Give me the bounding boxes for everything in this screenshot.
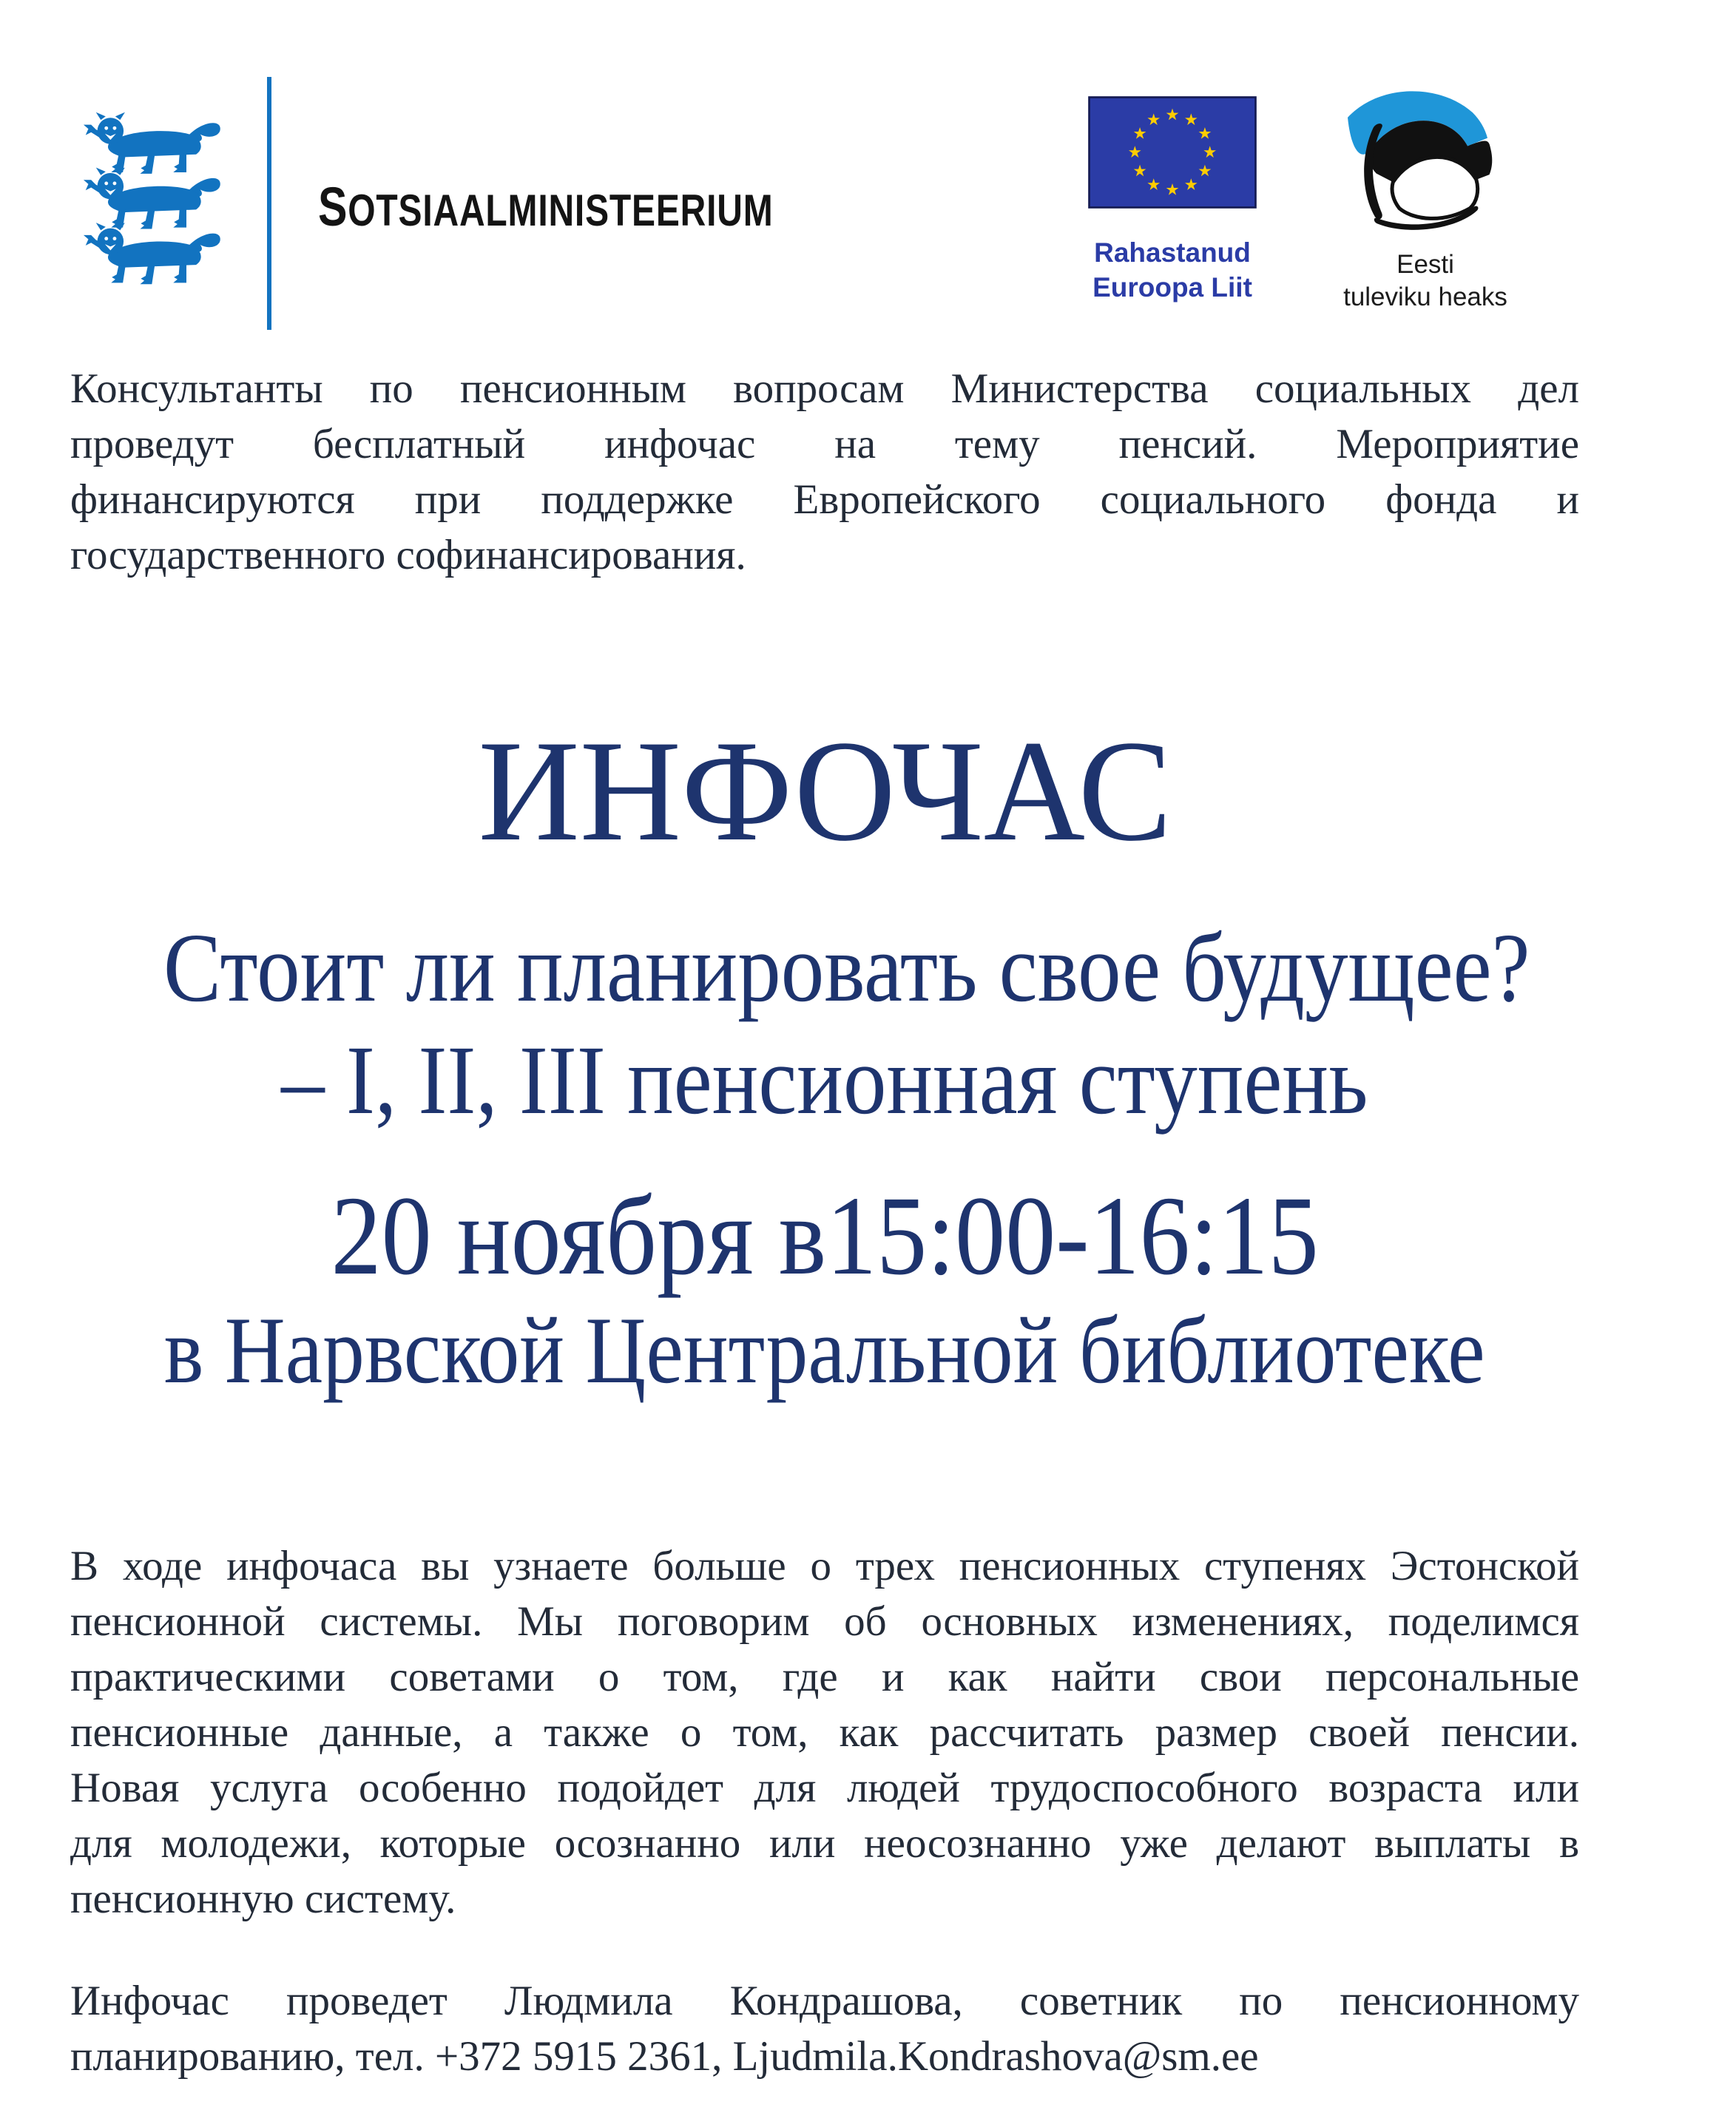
header-divider bbox=[267, 77, 271, 330]
intro-line: Консультанты по пенсионным вопросам Министерства социальных дел bbox=[70, 365, 1579, 412]
estonia-swoosh-icon bbox=[1332, 77, 1519, 243]
intro-line: финансируются при поддержке Европейского социального фонда и bbox=[70, 476, 1579, 523]
event-location: в Нарвской Центральной библиотеке bbox=[164, 1297, 1485, 1403]
eu-caption-line1: Rahastanud bbox=[1094, 237, 1251, 268]
contact-paragraph bbox=[70, 1973, 1579, 2084]
contact-line: планированию, тел. +372 5915 2361, Ljudmila.Kondrashova@sm.ee bbox=[70, 2033, 1259, 2080]
eesti-caption bbox=[1318, 248, 1533, 314]
body-line: практическими советами о том, где и как найти свои персональные bbox=[70, 1654, 1579, 1700]
eesti-caption-line1: Eesti bbox=[1396, 250, 1454, 279]
eu-caption bbox=[1081, 235, 1263, 305]
intro-line: проведут бесплатный инфочас на тему пенсий. Мероприятие bbox=[70, 421, 1579, 467]
intro-line: государственного софинансирования. bbox=[70, 532, 746, 578]
event-subtitle bbox=[70, 911, 1579, 1136]
event-title: ИНФОЧАС bbox=[478, 711, 1172, 871]
contact-line: Инфочас проведет Людмила Кондрашова, советник по пенсионному bbox=[70, 1978, 1579, 2024]
body-line: Новая услуга особенно подойдет для людей трудоспособного возраста или bbox=[70, 1765, 1579, 1811]
event-subtitle-line2: – I, II, III пенсионная ступень bbox=[281, 1025, 1368, 1135]
event-datetime: 20 ноября в15:00-16:15 bbox=[331, 1174, 1319, 1299]
ministry-name: SOTSIAALMINISTEERIUM bbox=[318, 176, 774, 237]
body-line: пенсионной системы. Мы поговорим об основных изменениях, поделимся bbox=[70, 1598, 1579, 1645]
eu-flag-icon bbox=[1088, 90, 1257, 214]
eu-caption-line2: Euroopa Liit bbox=[1092, 272, 1252, 302]
body-line: пенсионные данные, а также о том, как рассчитать размер своей пенсии. bbox=[70, 1709, 1579, 1756]
body-line: пенсионную систему. bbox=[70, 1876, 456, 1922]
eu-funding-logo bbox=[1081, 90, 1263, 305]
eesti-caption-line2: tuleviku heaks bbox=[1343, 283, 1507, 311]
body-line: для молодежи, которые осознанно или неосознанно уже делают выплаты в bbox=[70, 1820, 1579, 1867]
event-subtitle-line1: Стоит ли планировать свое будущее? bbox=[163, 913, 1530, 1022]
eesti-tuleviku-heaks-logo bbox=[1318, 77, 1533, 314]
coat-of-arms-icon bbox=[83, 105, 228, 291]
body-line: В ходе инфочаса вы узнаете больше о трех пенсионных ступенях Эстонской bbox=[70, 1543, 1579, 1589]
intro-paragraph bbox=[70, 361, 1579, 583]
body-paragraph bbox=[70, 1538, 1579, 1927]
